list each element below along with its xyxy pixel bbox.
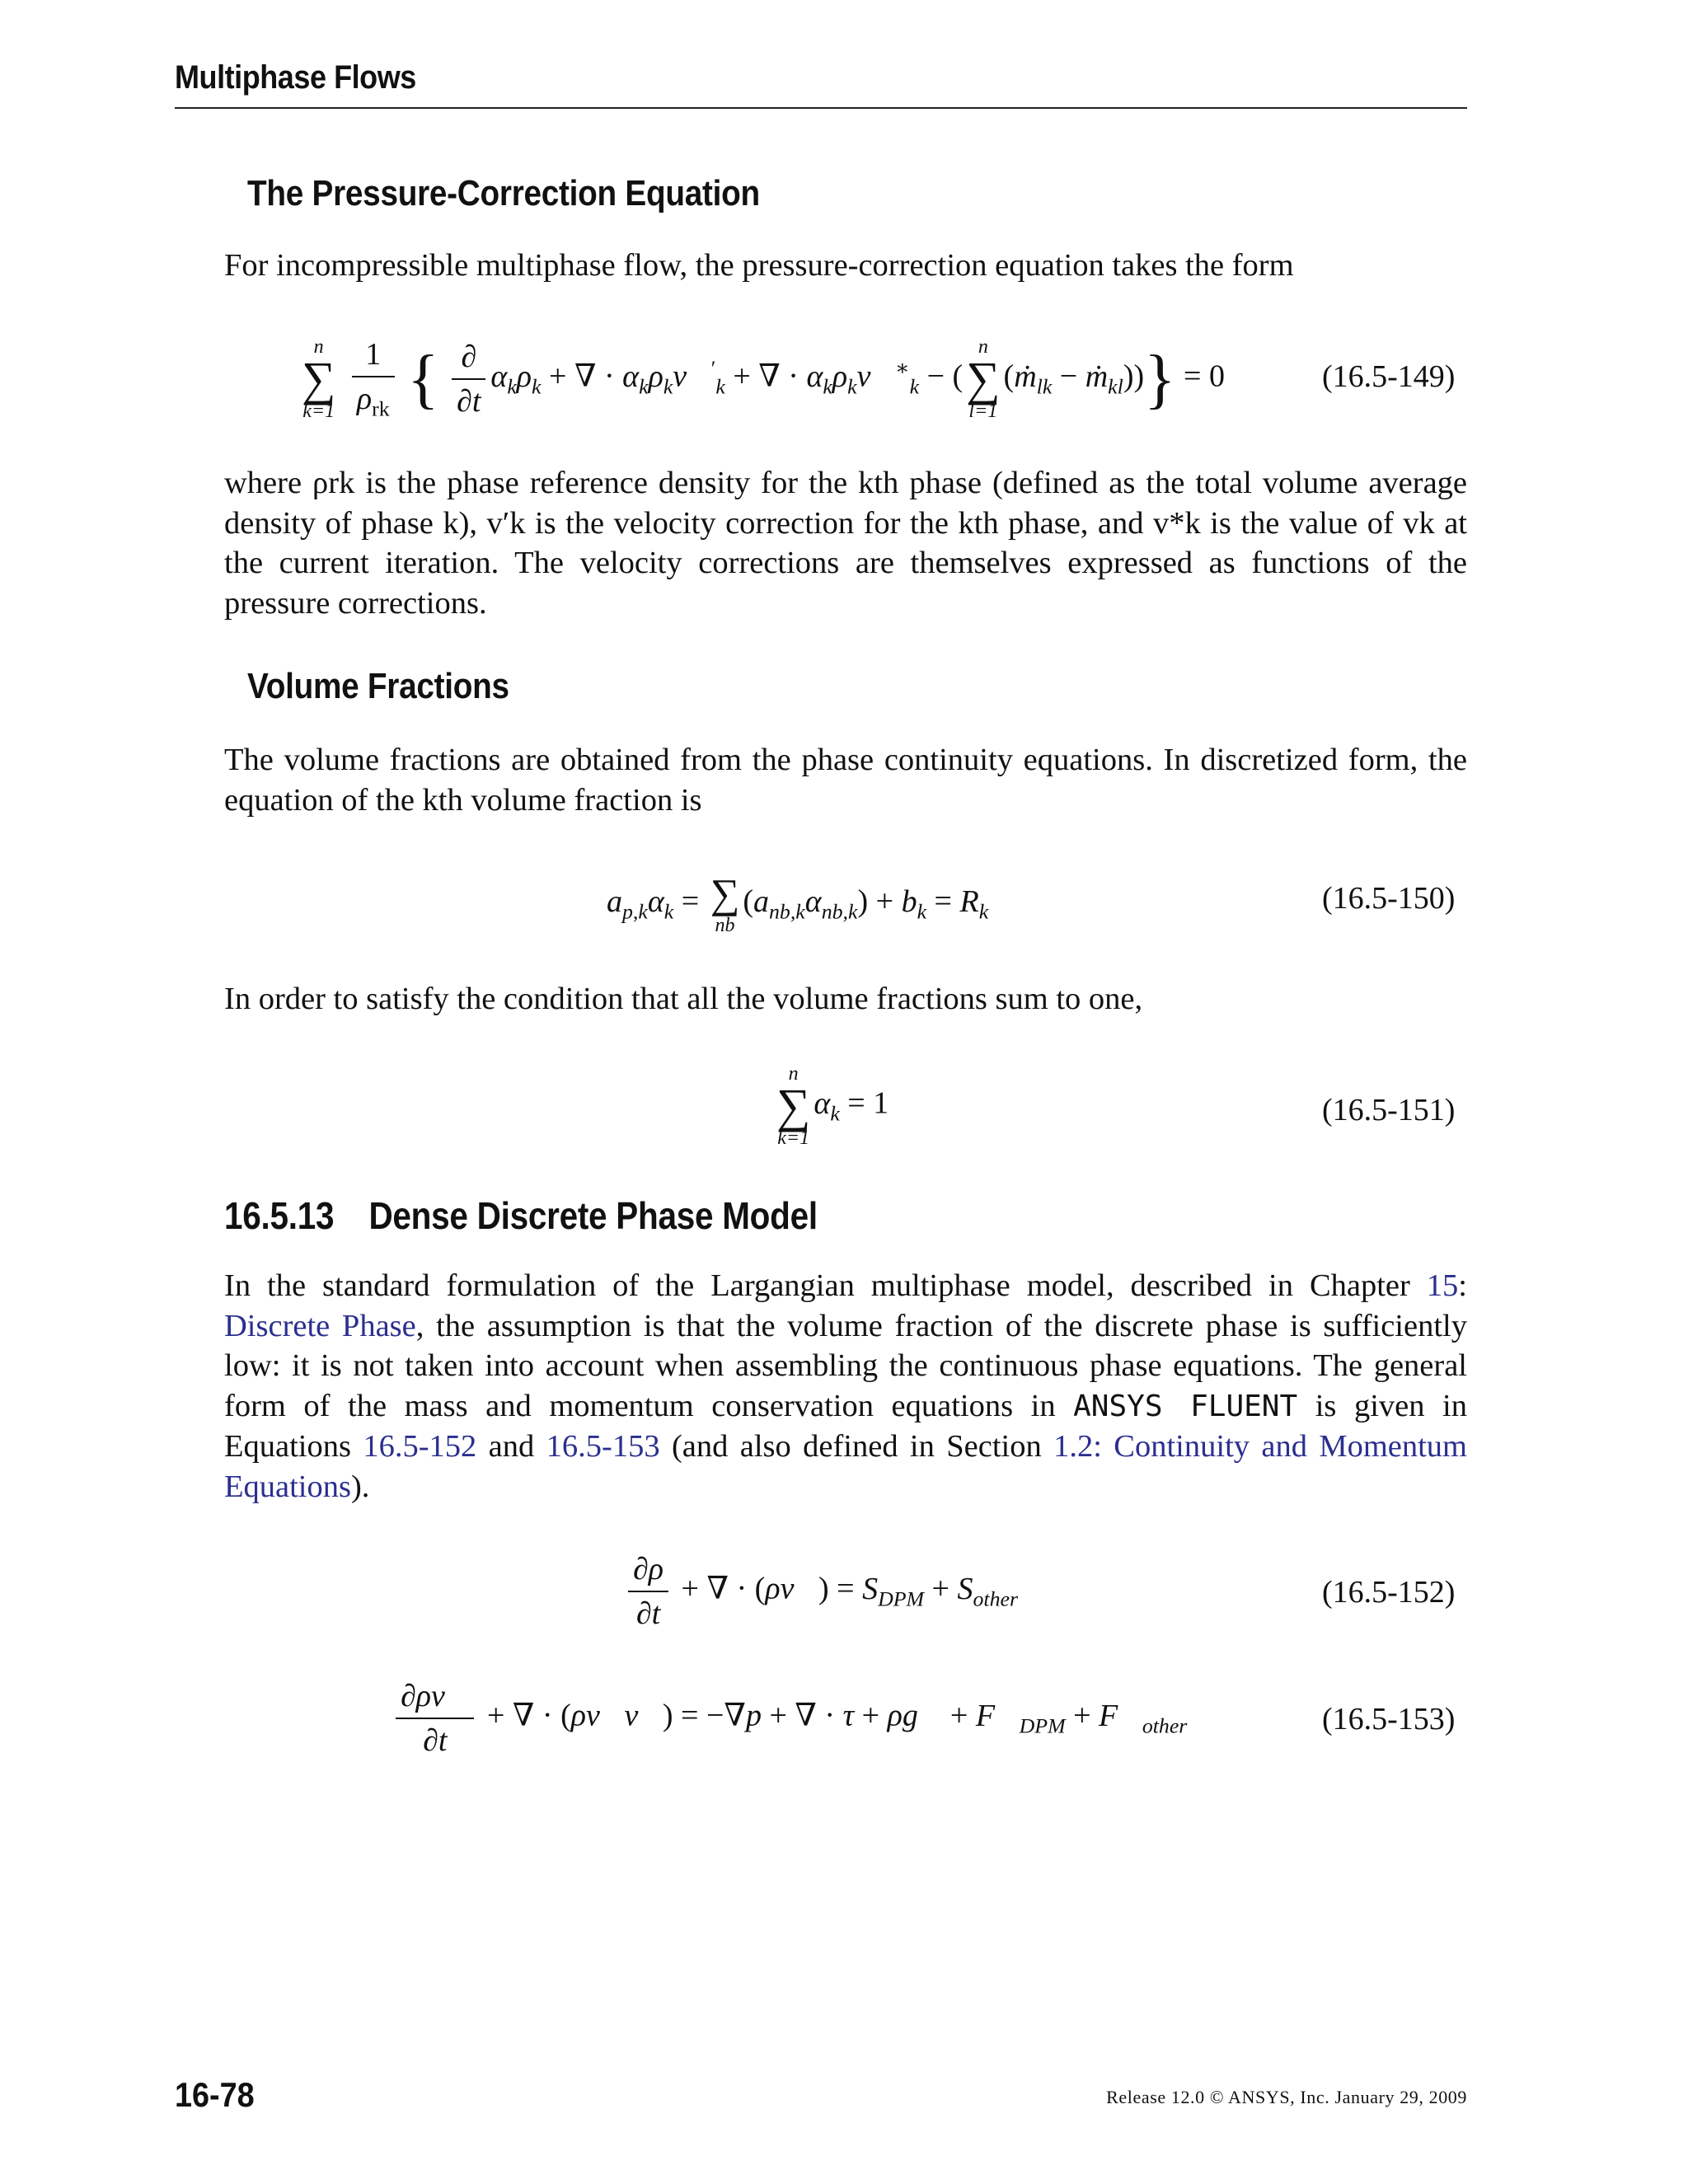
running-head: Multiphase Flows: [175, 59, 416, 96]
equation-16-5-150: $a_{p,k}\alpha_k$ = ∑ nb $(a_{nb,k}\alpha_{nb,k}) + b_k = R_k$: [607, 870, 989, 936]
paragraph-volume-intro: [224, 740, 1467, 820]
ddpm-text-1: In the standard formulation of the Largangian multiphase model, described in Chapter: [224, 1268, 1427, 1303]
heading-volume-fractions: Volume Fractions: [247, 666, 509, 706]
eq-number-151: (16.5-151): [1322, 1093, 1456, 1127]
paragraph-pressure-after: [224, 463, 1467, 623]
ddpm-text-5: and: [476, 1429, 546, 1464]
link-discrete-phase[interactable]: Discrete Phase: [224, 1308, 416, 1343]
paragraph-ddpm: [224, 1266, 1467, 1507]
heading-pressure-correction: The Pressure-Correction Equation: [247, 173, 760, 213]
link-eq-153[interactable]: 16.5-153: [546, 1429, 660, 1464]
pressure-intro-text: For incompressible multiphase flow, the pressure-correction equation takes the form: [224, 248, 1294, 283]
ddpm-text-6: (and also defined in Section: [659, 1429, 1054, 1464]
equation-16-5-149: n ∑ k=1 $\frac{1}{\rho_{rk}}$ { $\frac{\partial}{\partial t}$ $\alpha_k\rho_k$ + ∇ · $\alpha_k\rho_kv⃗'_k$ + ∇ · $\alpha_k\rho_kv⃗^∗_k$ − ( n ∑ l=1 (ṁ$_{lk}$ − ṁ$_{kl}$))} = 0: [302, 336, 1225, 422]
section-number: 16.5.13: [224, 1194, 335, 1237]
header-rule: [175, 107, 1467, 109]
equation-16-5-151: n ∑ k=1 $\alpha_k = 1$: [776, 1063, 889, 1149]
ddpm-text-4: is given in Equations: [224, 1388, 1467, 1464]
section-heading-ddpm: [224, 1193, 818, 1238]
paragraph-pressure-intro: [224, 246, 1467, 286]
ddpm-text-3: , the assumption is that the volume fraction of the discrete phase is sufficiently low: it is not taken into account when assembling the continuous phase equations. The general form of the mass and momentum conservation equations in: [224, 1308, 1467, 1423]
link-chapter-15[interactable]: 15: [1426, 1268, 1459, 1303]
pressure-after-text: where ρrk is the phase reference density for the kth phase (defined as the total volume average density of phase k), v′k is the velocity correction for the kth phase, and v*k is the value of vk at the current iteration. The velocity corrections are themselves expressed as functions of the pressure corrections.: [224, 466, 1467, 621]
ddpm-text-2: :: [1458, 1268, 1467, 1303]
eq-number-150: (16.5-150): [1322, 881, 1456, 916]
eq-number-152: (16.5-152): [1322, 1575, 1456, 1610]
equation-16-5-153: $\frac{\partial\rho v⃗}{\partial t}$ + ∇ · (ρv⃗v⃗) = −∇p + ∇ · τ + ρg⃗ + $F⃗_{DPM}$ + $F⃗_{other}$: [391, 1678, 1187, 1759]
link-section-1-2[interactable]: 1.2: Continuity and Momentum Equations: [224, 1429, 1467, 1504]
page-number: 16-78: [175, 2075, 255, 2114]
paragraph-volume-mid: [224, 979, 1467, 1019]
ddpm-text-7: ).: [350, 1469, 370, 1504]
volume-mid-text: In order to satisfy the condition that all the volume fractions sum to one,: [224, 982, 1143, 1016]
product-name: ANSYS FLUENT: [1073, 1389, 1298, 1423]
eq-number-149: (16.5-149): [1322, 359, 1456, 394]
equation-16-5-152: $\frac{\partial\rho}{\partial t}$ + ∇ · (ρv⃗) = $S_{DPM} + S_{other}$: [623, 1551, 1018, 1632]
link-eq-152[interactable]: 16.5-152: [363, 1429, 477, 1464]
ddpm-paragraph-text: [224, 1266, 1467, 1507]
section-title: Dense Discrete Phase Model: [368, 1194, 818, 1237]
release-line: Release 12.0 © ANSYS, Inc. January 29, 2009: [1106, 2087, 1467, 2107]
volume-intro-text: The volume fractions are obtained from the phase continuity equations. In discretized form, the equation of the kth volume fraction is: [224, 743, 1467, 818]
eq-number-153: (16.5-153): [1322, 1702, 1456, 1736]
